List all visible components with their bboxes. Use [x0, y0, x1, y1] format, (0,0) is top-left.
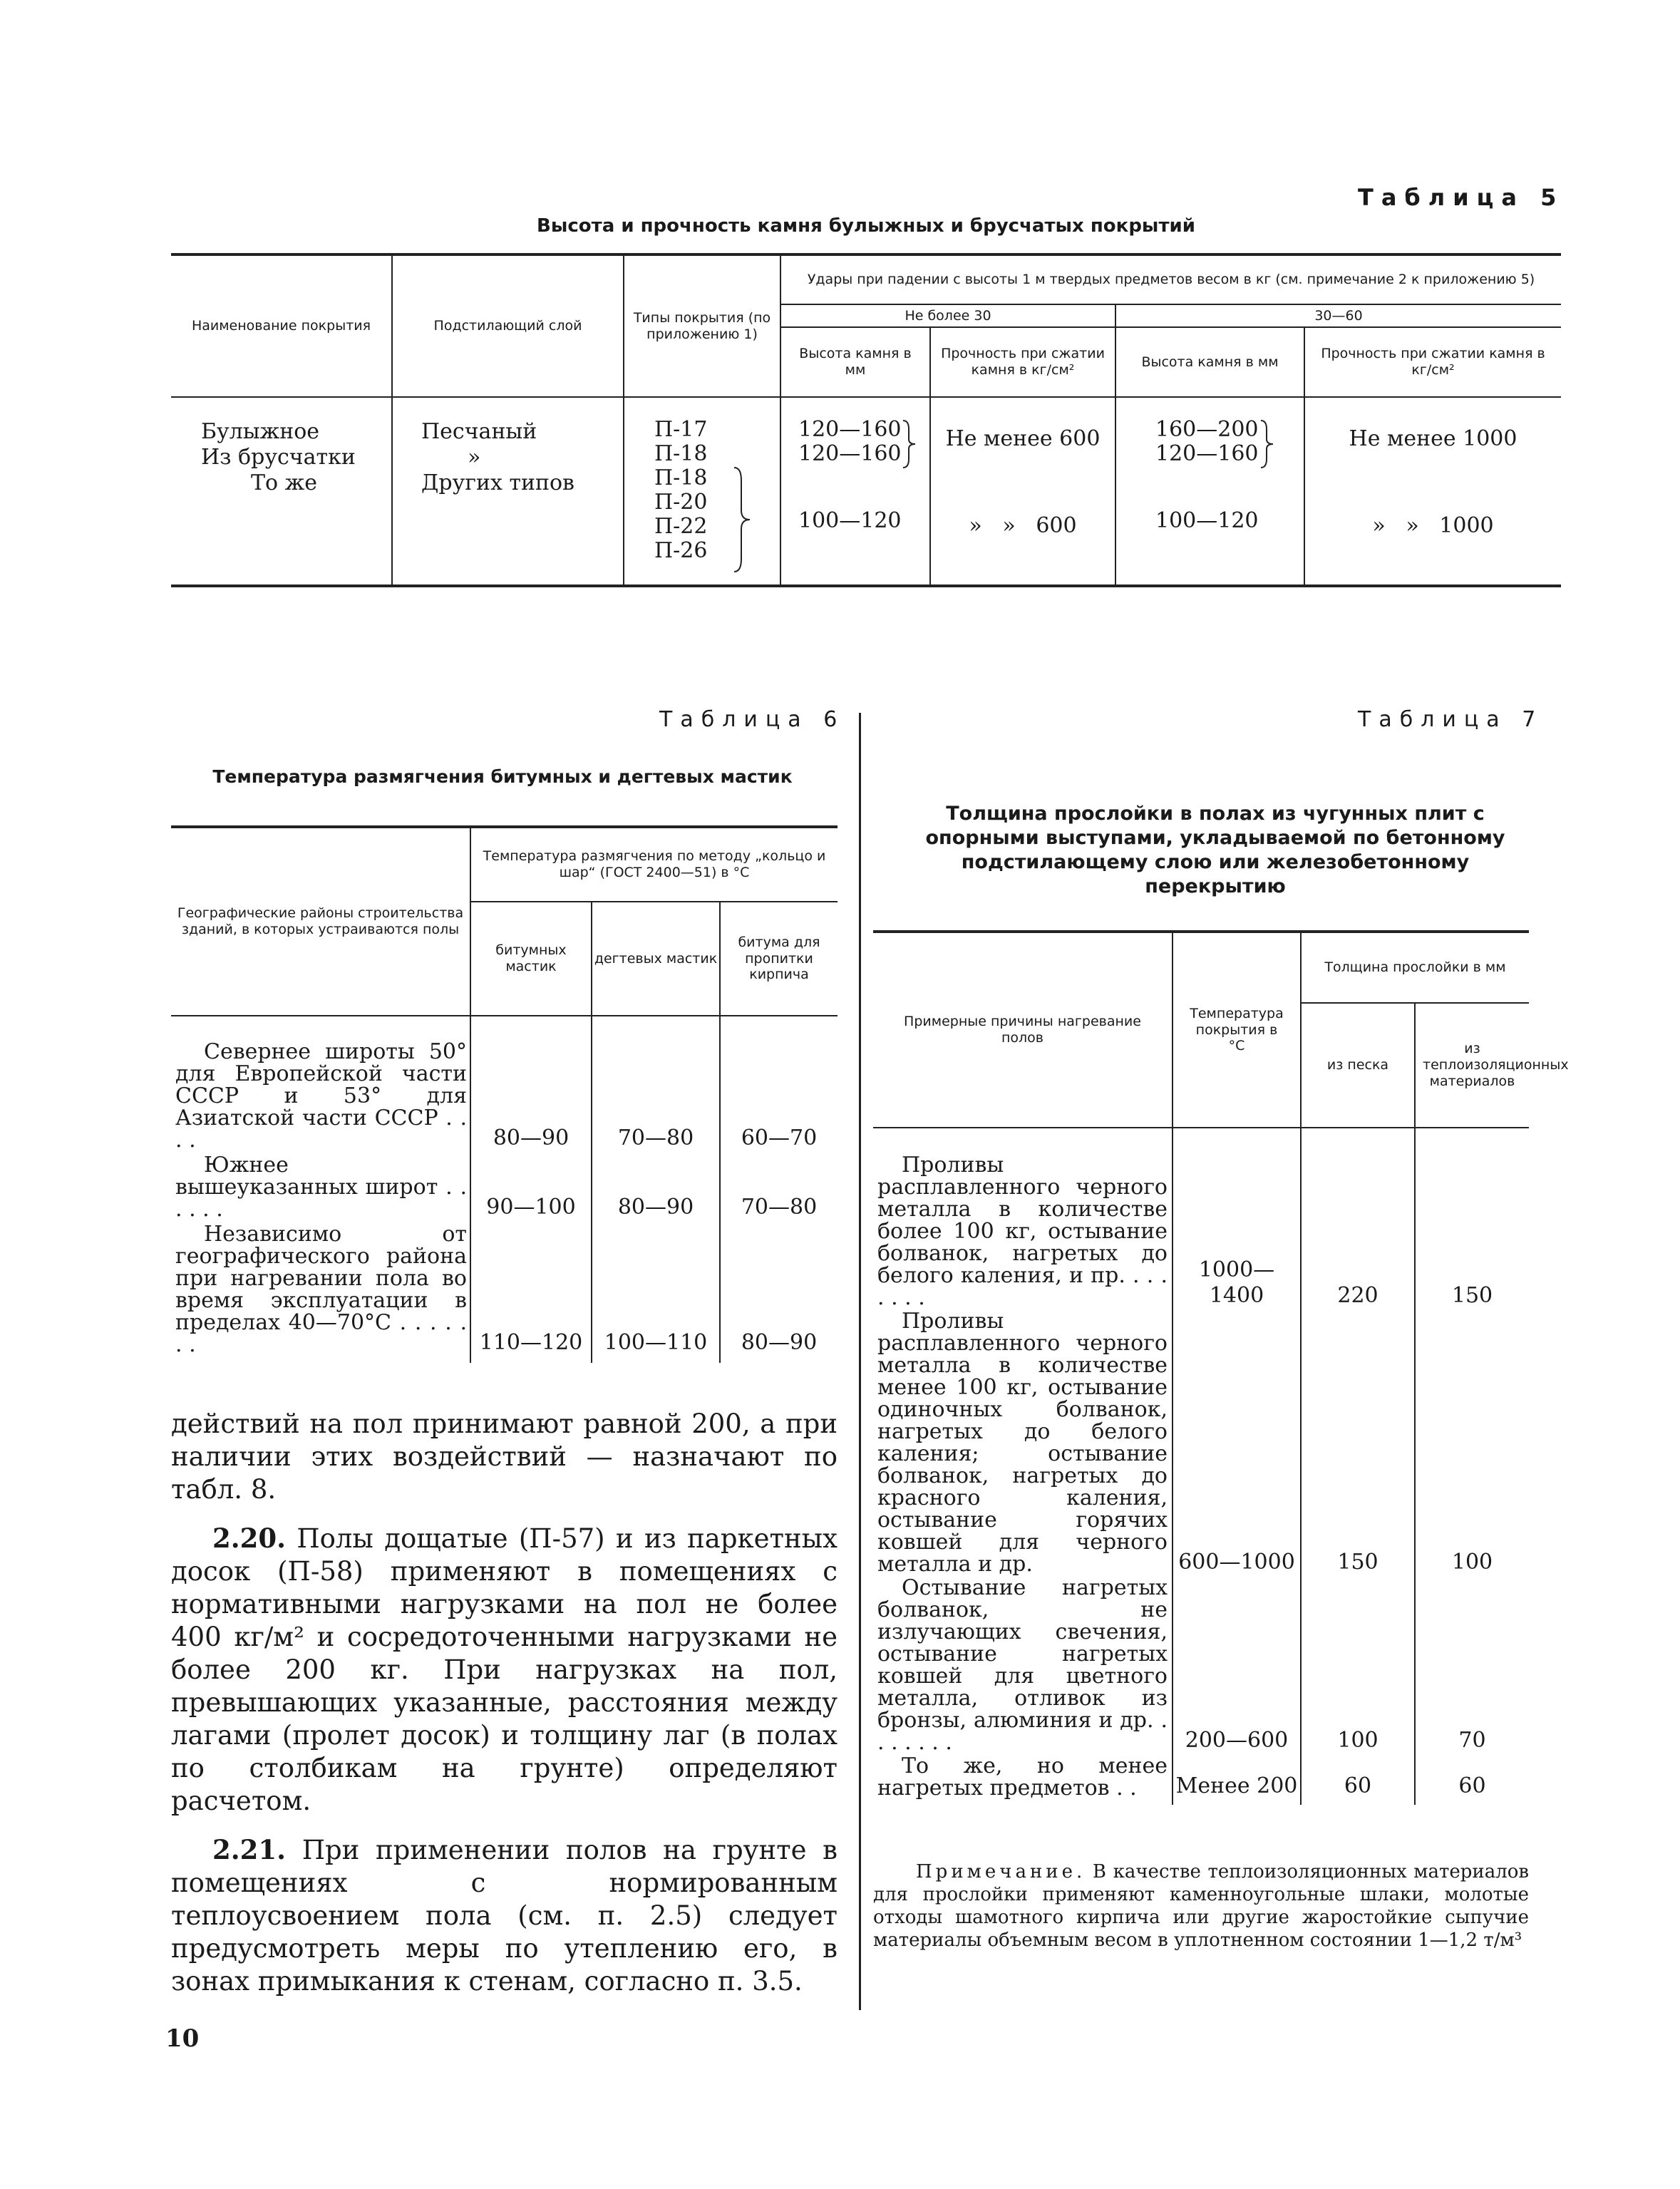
table7-row-temp: 600—1000 — [1173, 1309, 1301, 1575]
clause-text: При применении полов на грунте в помещениях с нормированным теплоусвоением пола (см. п. 2.5) следует предусмотреть меры по утеплению его, в зонах примыкания к стенам, согласно п. 3.5. — [171, 1835, 838, 1997]
table5-label: Таблица 5 — [1358, 184, 1565, 211]
table6-row-region: Южнее вышеуказанных широт . . . . . . — [175, 1153, 467, 1222]
table5-type-row: П-26 — [654, 538, 708, 563]
table7-row-sand: 220 — [1301, 1128, 1415, 1309]
table7-row-temp: 1000—1400 — [1173, 1128, 1301, 1309]
table7-row-insul: 60 — [1415, 1753, 1529, 1805]
table5-header-strength2: Прочность при сжатии камня в кг/см² — [1304, 327, 1561, 397]
table5-type-row: П-22 — [654, 514, 708, 539]
table6 — [171, 825, 838, 1363]
brace-icon — [1259, 419, 1276, 469]
table7-row-insul: 150 — [1415, 1128, 1529, 1309]
table6-row-brick: 60—70 — [720, 1016, 838, 1151]
note-label: Примечание. — [916, 1861, 1086, 1882]
table7-row-cause: То же, но менее нагретых предметов . . — [877, 1753, 1168, 1801]
table6-row-bitumen: 90—100 — [470, 1151, 592, 1220]
table6-header-tar: дегтевых мастик — [592, 902, 720, 1016]
table5-value: Не менее 600 — [945, 426, 1101, 451]
table5-names — [171, 397, 392, 586]
table5-layers — [392, 397, 624, 586]
table7-row-sand: 100 — [1301, 1575, 1415, 1753]
table5-value: 120—160 — [798, 417, 902, 442]
table5-type-row: П-18 — [654, 441, 708, 466]
table6-header-bitumen: битумных мастик — [470, 902, 592, 1016]
table5-header-strength1: Прочность при сжатии камня в кг/см² — [930, 327, 1115, 397]
body-paragraph — [171, 1522, 838, 1818]
table5-layer-row: » — [468, 445, 481, 470]
table5-name-row: Булыжное — [201, 419, 320, 444]
table7-row-sand: 150 — [1301, 1309, 1415, 1575]
clause-number: 2.20. — [212, 1523, 286, 1554]
table5-value: 160—200 — [1155, 417, 1259, 442]
table5-strength1 — [930, 397, 1115, 586]
table5-header-layer: Подстилающий слой — [392, 254, 624, 397]
table7-row-cause: Остывание нагретых болванок, не излучающих свечения, остывание нагретых ковшей для цветного металла, отливок из бронзы, алюминия и др. . . . . . . . — [877, 1575, 1168, 1755]
brace-icon — [901, 419, 918, 469]
table6-row-tar: 70—80 — [592, 1016, 720, 1151]
table5-header-height2: Высота камня в мм — [1115, 327, 1304, 397]
brace-icon — [731, 466, 753, 573]
table6-header-temp: Температура размягчения по методу „кольцо и шар“ (ГОСТ 2400—51) в °С — [470, 827, 838, 902]
table7-row-insul: 100 — [1415, 1309, 1529, 1575]
page-number: 10 — [165, 2024, 200, 2053]
table6-row-tar: 100—110 — [592, 1220, 720, 1363]
table7-header-thickness: Толщина прослойки в мм — [1301, 932, 1529, 1003]
clause-text: Полы дощатые (П-57) и из паркетных досок (П-58) применяют в помещениях с нормативными нагрузками на пол не более 400 кг/м² и сосредоточенными нагрузками не более 200 кг. При нагрузках на пол, превышающих указанные, расстояния между лагами (пролет досок) и толщину лаг (в полах по столбикам на грунте) определяют расчетом. — [171, 1523, 838, 1816]
table6-row-bitumen: 110—120 — [470, 1220, 592, 1363]
body-paragraph: действий на пол принимают равной 200, а при наличии этих воздействий — назначают по табл. 8. — [171, 1408, 838, 1505]
table7-header-sand: из песка — [1301, 1003, 1415, 1128]
table7-label: Таблица 7 — [1358, 707, 1544, 732]
table5-value: » » 600 — [969, 513, 1077, 538]
table7-row-sand: 60 — [1301, 1753, 1415, 1805]
table6-row-tar: 80—90 — [592, 1151, 720, 1220]
table6-label: Таблица 6 — [659, 707, 845, 732]
table7-row-cause: Проливы расплавленного черного металла в количестве более 100 кг, остывание болванок, нагретых до белого каления, и пр. . . . . . . . — [877, 1153, 1168, 1310]
table5-value: 120—160 — [798, 441, 902, 466]
table5-header-name: Наименование покрытия — [171, 254, 392, 397]
table7 — [873, 930, 1569, 1805]
body-text — [171, 1408, 838, 1998]
table5-strength2 — [1304, 397, 1561, 586]
table7-row-temp: 200—600 — [1173, 1575, 1301, 1753]
clause-number: 2.21. — [212, 1834, 286, 1865]
body-paragraph — [171, 1833, 838, 1998]
table6-row-brick: 70—80 — [720, 1151, 838, 1220]
table7-row-cause: Проливы расплавленного черного металла в количестве менее 100 кг, остывание одиночных болванок, нагретых до белого каления; остывание болванок, нагретых до красного каления, остывание горячих ковшей для черного металла и др. — [877, 1309, 1168, 1577]
table5-header-types: Типы покрытия (по приложению 1) — [624, 254, 780, 397]
table6-row-brick: 80—90 — [720, 1220, 838, 1363]
table5-height2 — [1115, 397, 1304, 586]
table5-value: Не менее 1000 — [1349, 426, 1517, 451]
table7-note — [873, 1860, 1529, 1952]
table5 — [171, 253, 1561, 587]
table7-title: Толщина прослойки в полах из чугунных плит с опорными выступами, укладываемой по бетонному подстилающему слою или железобетонному перекрытию — [925, 803, 1505, 897]
table5-header-group2: 30—60 — [1115, 304, 1561, 327]
table5-name-row: То же — [251, 470, 317, 495]
table5-type-row: П-18 — [654, 465, 708, 490]
table5-type-row: П-17 — [654, 417, 708, 442]
table5-value: 100—120 — [1155, 508, 1259, 533]
table5-title: Высота и прочность камня булыжных и брусчатых покрытий — [537, 215, 1195, 237]
table5-types — [624, 397, 780, 586]
table7-row-insul: 70 — [1415, 1575, 1529, 1753]
table5-header-group1: Не более 30 — [780, 304, 1115, 327]
table5-layer-row: Других типов — [421, 470, 574, 495]
table7-header-insul: из теплоизоляционных материалов — [1415, 1003, 1529, 1128]
table5-value: » » 1000 — [1372, 513, 1494, 538]
table5-header-height1: Высота камня в мм — [780, 327, 930, 397]
table5-height1 — [780, 397, 930, 586]
table5-header-impacts: Удары при падении с высоты 1 м твердых предметов весом в кг (см. примечание 2 к приложению 5) — [780, 254, 1561, 304]
column-divider — [859, 713, 861, 2010]
table6-row-bitumen: 80—90 — [470, 1016, 592, 1151]
table5-name-row: Из брусчатки — [201, 445, 356, 470]
table5-layer-row: Песчаный — [421, 419, 537, 444]
table7-row-temp: Менее 200 — [1173, 1753, 1301, 1805]
table7-header-cause: Примерные причины нагревание полов — [873, 932, 1173, 1128]
table7-header-temp: Температура покрытия в °С — [1173, 932, 1301, 1128]
table6-row-region: Севернее широты 50° для Европейской части СССР и 53° для Азиатской части СССР . . . . — [175, 1039, 467, 1153]
table5-value: 100—120 — [798, 508, 902, 533]
table6-header-brick: битума для пропитки кирпича — [720, 902, 838, 1016]
table5-type-row: П-20 — [654, 490, 708, 515]
table5-value: 120—160 — [1155, 441, 1259, 466]
note-text: В качестве теплоизоляционных материалов для прослойки применяют каменноугольные шлаки, молотые отходы шамотного кирпича или другие жаростойкие сыпучие материалы объемным весом в уплотненном состоянии 1—1,2 т/м³ — [873, 1861, 1529, 1951]
table6-row-region: Независимо от географического района при нагревании пола во время эксплуатации в пределах 40—70°С . . . . . . . — [175, 1222, 467, 1357]
table6-title: Температура размягчения битумных и дегтевых мастик — [212, 766, 793, 787]
table6-header-region: Географические районы строительства зданий, в которых устраиваются полы — [171, 827, 470, 1016]
